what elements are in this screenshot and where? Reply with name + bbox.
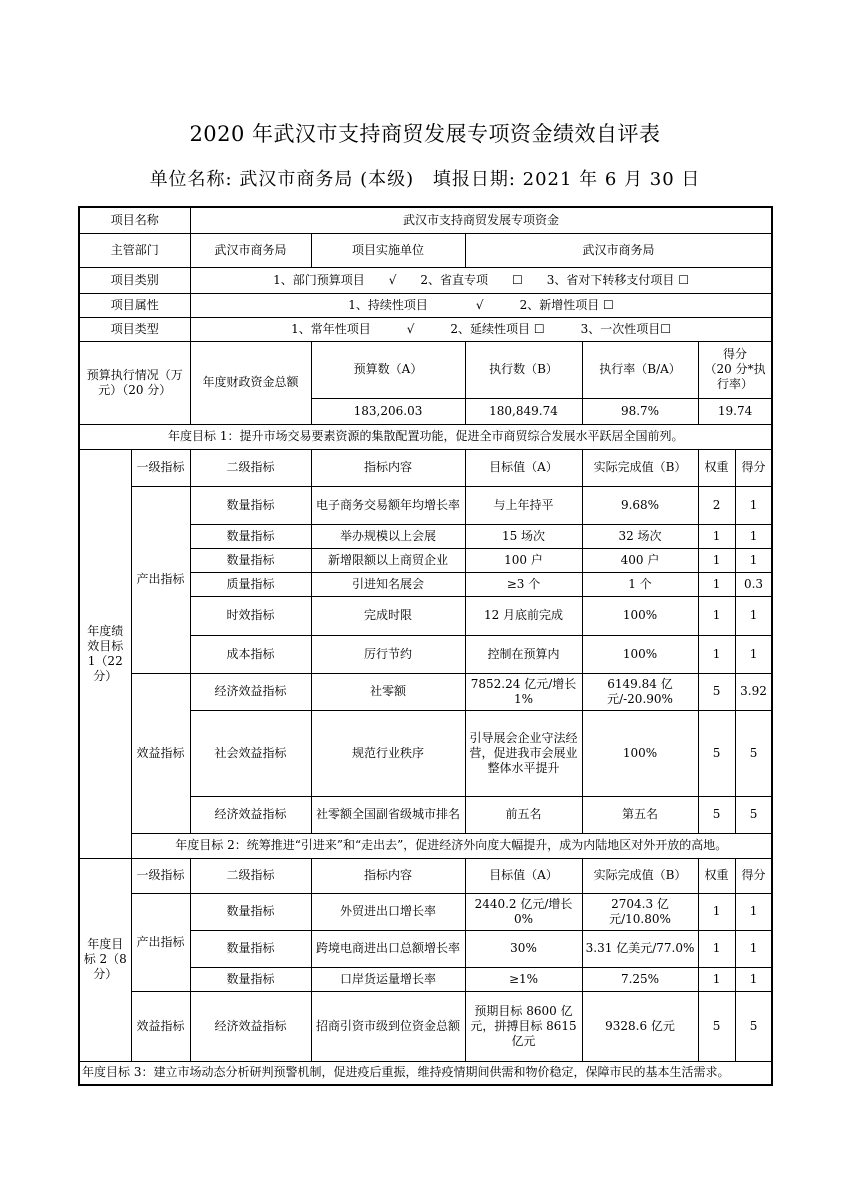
budget-header-row	[79, 341, 772, 398]
content-cell: 引进知名展会	[311, 572, 465, 596]
goal3-row	[79, 1061, 772, 1085]
target-cell: ≥3 个	[465, 572, 582, 596]
target-cell: 预期目标 8600 亿元，拼搏目标 8615 亿元	[465, 991, 582, 1061]
l2-cell: 经济效益指标	[190, 796, 311, 833]
dept-value: 武汉市商务局	[190, 233, 311, 267]
fund-label: 年度财政资金总额	[190, 341, 311, 424]
score-cell: 1	[735, 967, 772, 991]
target-cell: 7852.24 亿元/增长 1%	[465, 673, 582, 710]
project-name-row	[79, 207, 772, 233]
category-label: 项目类别	[79, 267, 190, 293]
content-cell: 跨境电商进出口总额增长率	[311, 930, 465, 967]
score-header	[698, 341, 772, 398]
type-row	[79, 317, 772, 341]
fill-date: 填报日期: 2021 年 6 月 30 日	[432, 169, 701, 190]
col-l1: 一级指标	[131, 858, 190, 893]
score-cell: 1	[735, 635, 772, 673]
form-header	[0, 165, 850, 191]
col-l2: 二级指标	[190, 449, 311, 486]
actual-cell: 2704.3 亿元/10.80%	[582, 893, 698, 930]
weight-cell: 1	[698, 930, 735, 967]
evaluation-table	[78, 206, 773, 1086]
budget-a-value: 183,206.03	[311, 398, 465, 424]
dept-label: 主管部门	[79, 233, 190, 267]
weight-cell: 1	[698, 893, 735, 930]
attr-row	[79, 293, 772, 317]
actual-cell: 100%	[582, 635, 698, 673]
score-cell: 5	[735, 796, 772, 833]
content-cell: 完成时限	[311, 596, 465, 635]
goal1-row	[79, 424, 772, 449]
score-cell: 5	[735, 710, 772, 796]
goal2-header-row	[79, 858, 772, 893]
l2-cell: 时效指标	[190, 596, 311, 635]
category-row	[79, 267, 772, 293]
content-cell: 社零额	[311, 673, 465, 710]
page-title: 2020 年武汉市支持商贸发展专项资金绩效自评表	[189, 122, 661, 146]
actual-cell: 3.31 亿美元/77.0%	[582, 930, 698, 967]
benefit-indicator-label: 效益指标	[131, 673, 190, 833]
target-cell: 与上年持平	[465, 486, 582, 524]
impl-value: 武汉市商务局	[465, 233, 772, 267]
col-l2: 二级指标	[190, 858, 311, 893]
score-cell: 1	[735, 596, 772, 635]
score-cell: 0.3	[735, 572, 772, 596]
actual-cell: 100%	[582, 710, 698, 796]
weight-cell: 1	[698, 967, 735, 991]
weight-cell: 5	[698, 991, 735, 1061]
rate-value: 98.7%	[582, 398, 698, 424]
weight-cell: 1	[698, 524, 735, 548]
dept-row	[79, 233, 772, 267]
content-cell: 外贸进出口增长率	[311, 893, 465, 930]
rate-label: 执行率（B/A）	[582, 341, 698, 398]
l2-cell: 数量指标	[190, 893, 311, 930]
l2-cell: 数量指标	[190, 486, 311, 524]
target-cell: 前五名	[465, 796, 582, 833]
goal1-text: 年度目标 1：提升市场交易要素资源的集散配置功能，促进全市商贸综合发展水平跃居全国前列。	[79, 424, 772, 449]
budget-a-label: 预算数（A）	[311, 341, 465, 398]
content-cell: 口岸货运量增长率	[311, 967, 465, 991]
score-value: 19.74	[698, 398, 772, 424]
output-indicator-label: 产出指标	[131, 893, 190, 991]
impl-label: 项目实施单位	[311, 233, 465, 267]
exec-b-label: 执行数（B）	[465, 341, 582, 398]
l2-cell: 成本指标	[190, 635, 311, 673]
col-l1: 一级指标	[131, 449, 190, 486]
actual-cell: 第五名	[582, 796, 698, 833]
goal2-label: 年度目标 2（8 分）	[79, 858, 131, 1061]
score-cell: 1	[735, 930, 772, 967]
category-value: 1、部门预算项目 √ 2、省直专项 ☐ 3、省对下转移支付项目 ☐	[190, 267, 772, 293]
l2-cell: 经济效益指标	[190, 673, 311, 710]
content-cell: 社零额全国副省级城市排名	[311, 796, 465, 833]
actual-cell: 7.25%	[582, 967, 698, 991]
budget-label: 预算执行情况（万元）（20 分）	[79, 341, 190, 424]
col-actual: 实际完成值（B）	[582, 858, 698, 893]
target-cell: 100 户	[465, 548, 582, 572]
l2-cell: 数量指标	[190, 524, 311, 548]
actual-cell: 9328.6 亿元	[582, 991, 698, 1061]
col-score: 得分	[735, 449, 772, 486]
output-indicator-label: 产出指标	[131, 486, 190, 673]
benefit-indicator-label: 效益指标	[131, 991, 190, 1061]
content-cell: 举办规模以上会展	[311, 524, 465, 548]
project-name-label: 项目名称	[79, 207, 190, 233]
goal2-row	[79, 833, 772, 858]
weight-cell: 5	[698, 796, 735, 833]
col-score: 得分	[735, 858, 772, 893]
weight-cell: 5	[698, 673, 735, 710]
content-cell: 规范行业秩序	[311, 710, 465, 796]
score-cell: 1	[735, 524, 772, 548]
actual-cell: 6149.84 亿元/-20.90%	[582, 673, 698, 710]
unit-name: 单位名称: 武汉市商务局 (本级)	[149, 169, 415, 190]
l2-cell: 数量指标	[190, 967, 311, 991]
table-row	[79, 486, 772, 524]
content-cell: 新增限额以上商贸企业	[311, 548, 465, 572]
weight-cell: 1	[698, 635, 735, 673]
l2-cell: 社会效益指标	[190, 710, 311, 796]
target-cell: 2440.2 亿元/增长 0%	[465, 893, 582, 930]
col-weight: 权重	[698, 858, 735, 893]
weight-cell: 1	[698, 572, 735, 596]
goal3-text: 年度目标 3：建立市场动态分析研判预警机制，促进疫后重振，维持疫情期间供需和物价稳定，保障市民的基本生活需求。	[79, 1061, 772, 1085]
target-cell: 引导展会企业守法经营，促进我市会展业整体水平提升	[465, 710, 582, 796]
weight-cell: 2	[698, 486, 735, 524]
goal2-text: 年度目标 2：统筹推进“引进来”和“走出去”，促进经济外向度大幅提升，成为内陆地区对外开放的高地。	[131, 833, 772, 858]
content-cell: 招商引资市级到位资金总额	[311, 991, 465, 1061]
target-cell: ≥1%	[465, 967, 582, 991]
l2-cell: 质量指标	[190, 572, 311, 596]
actual-cell: 32 场次	[582, 524, 698, 548]
table-row	[79, 991, 772, 1061]
attr-label: 项目属性	[79, 293, 190, 317]
attr-value: 1、持续性项目 √ 2、新增性项目 ☐	[190, 293, 772, 317]
col-target: 目标值（A）	[465, 449, 582, 486]
type-value: 1、常年性项目 √ 2、延续性项目 ☐ 3、一次性项目☐	[190, 317, 772, 341]
weight-cell: 1	[698, 548, 735, 572]
actual-cell: 100%	[582, 596, 698, 635]
col-content: 指标内容	[311, 449, 465, 486]
actual-cell: 9.68%	[582, 486, 698, 524]
col-target: 目标值（A）	[465, 858, 582, 893]
score-label: 得分	[723, 347, 748, 361]
weight-cell: 1	[698, 596, 735, 635]
type-label: 项目类型	[79, 317, 190, 341]
score-cell: 1	[735, 893, 772, 930]
content-cell: 电子商务交易额年均增长率	[311, 486, 465, 524]
exec-b-value: 180,849.74	[465, 398, 582, 424]
target-cell: 15 场次	[465, 524, 582, 548]
actual-cell: 1 个	[582, 572, 698, 596]
table-row	[79, 673, 772, 710]
col-content: 指标内容	[311, 858, 465, 893]
table-row	[79, 893, 772, 930]
weight-cell: 5	[698, 710, 735, 796]
target-cell: 控制在预算内	[465, 635, 582, 673]
col-weight: 权重	[698, 449, 735, 486]
l2-cell: 数量指标	[190, 930, 311, 967]
target-cell: 30%	[465, 930, 582, 967]
col-actual: 实际完成值（B）	[582, 449, 698, 486]
l2-cell: 经济效益指标	[190, 991, 311, 1061]
content-cell: 厉行节约	[311, 635, 465, 673]
l2-cell: 数量指标	[190, 548, 311, 572]
actual-cell: 400 户	[582, 548, 698, 572]
project-name: 武汉市支持商贸发展专项资金	[190, 207, 772, 233]
score-cell: 1	[735, 486, 772, 524]
goal1-label: 年度绩效目标 1（22 分）	[79, 449, 131, 858]
target-cell: 12 月底前完成	[465, 596, 582, 635]
score-cell: 1	[735, 548, 772, 572]
score-sub-label: （20 分*执行率）	[704, 362, 766, 391]
goal1-header-row	[79, 449, 772, 486]
score-cell: 3.92	[735, 673, 772, 710]
score-cell: 5	[735, 991, 772, 1061]
